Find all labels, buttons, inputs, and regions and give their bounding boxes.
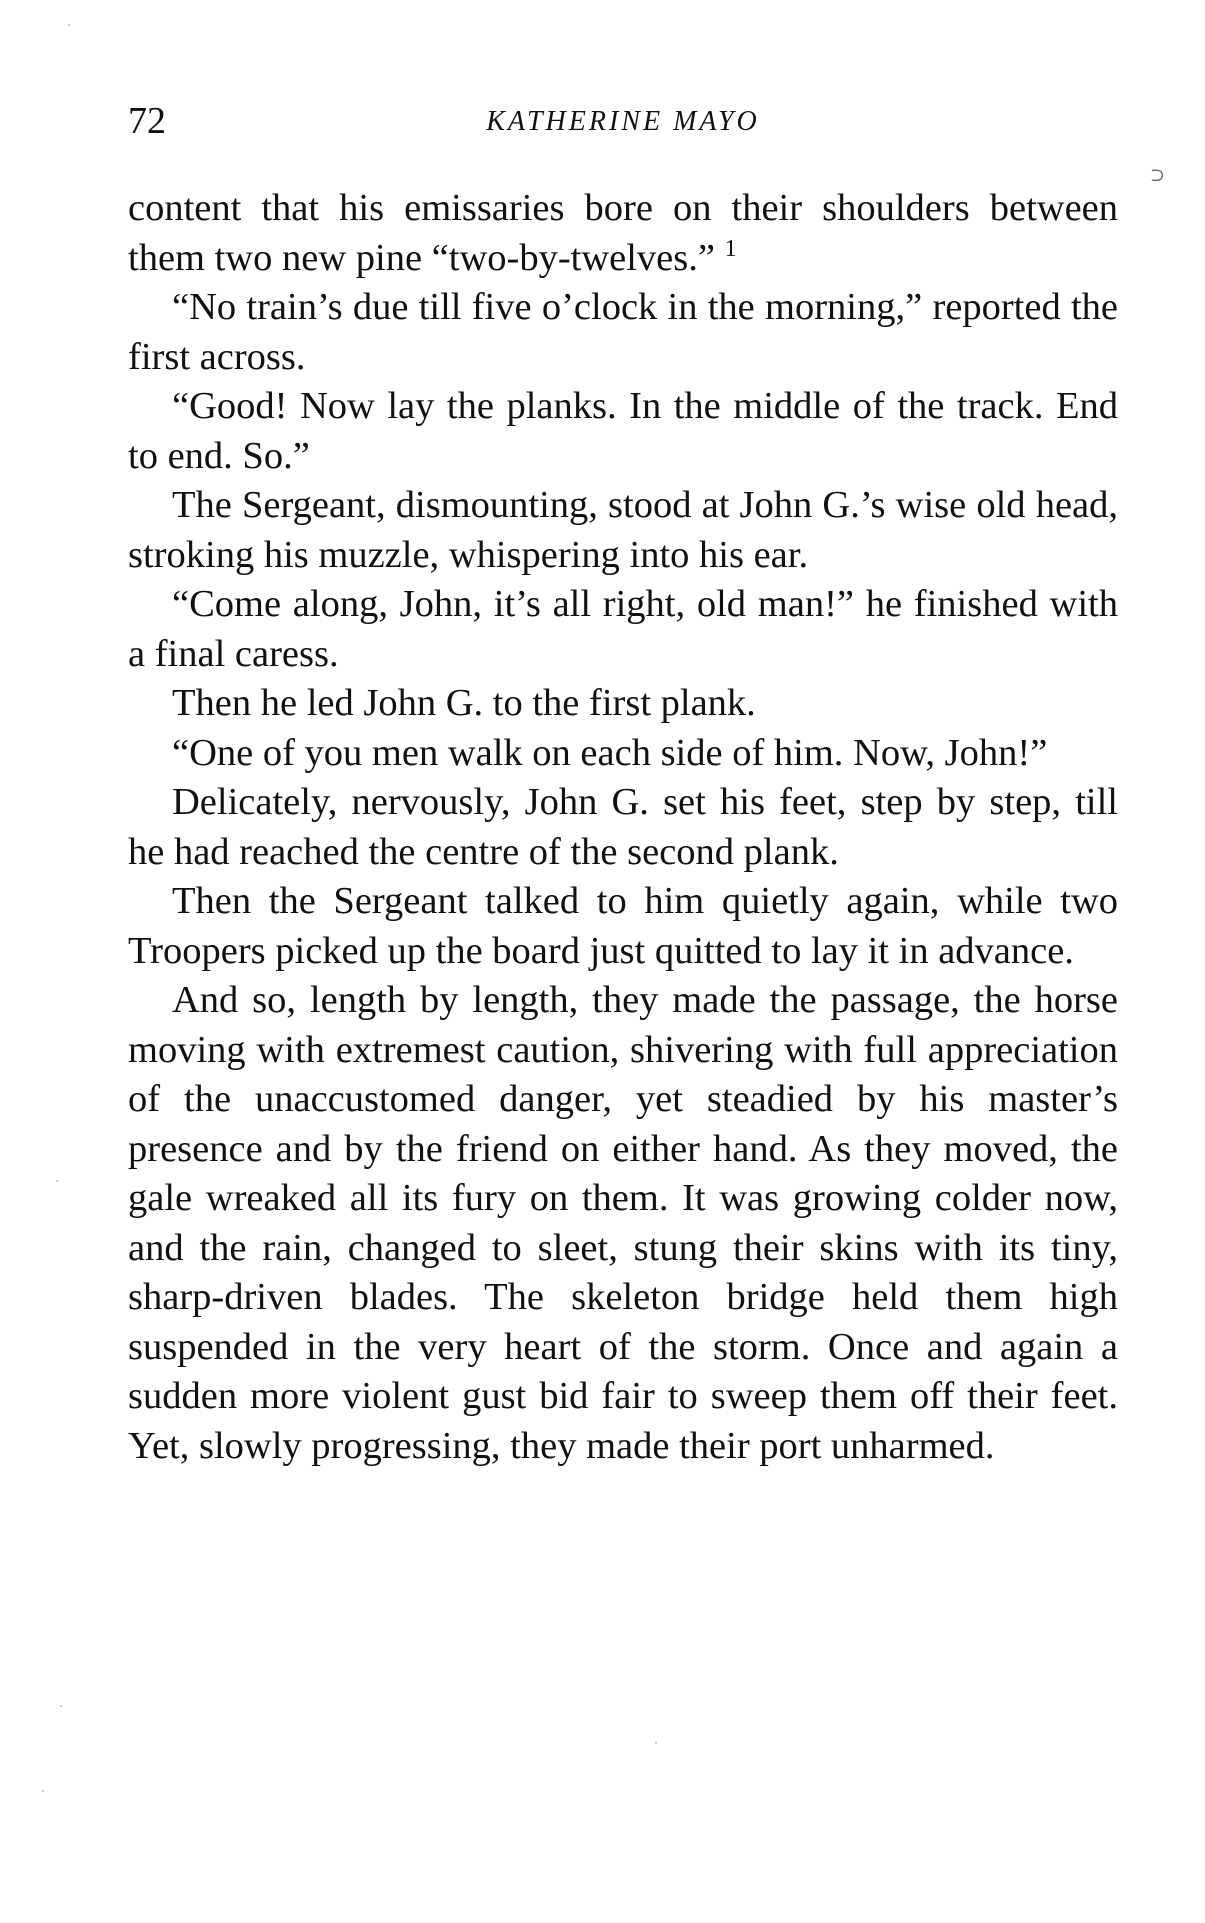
paragraph-10: And so, length by length, they made the passage, the horse moving with extremest caution, shivering with full appreciation of the unaccustomed danger, yet steadied by his master’s presence and by the friend on either hand. As they moved, the gale wreaked all its fury on them. It was growing colder now, and the rain, changed to sleet, stung their skins with its tiny, sharp-driven blades. The skeleton bridge held them high suspended in the very heart of the storm. Once and again a sudden more violent gust bid fair to sweep them off their feet. Yet, slowly progressing, they made their port unharmed.	[128, 979, 1118, 1467]
paper-speck	[42, 1790, 44, 1792]
paragraph-3: “Good! Now lay the planks. In the middle of the track. End to end. So.”	[128, 385, 1118, 477]
page-header	[128, 96, 1118, 146]
page-number: 72	[128, 100, 166, 142]
body-text	[128, 184, 1118, 1471]
paragraph-9: Then the Sergeant talked to him quietly again, while two Troopers picked up the board just quitted to lay it in advance.	[128, 880, 1118, 972]
paper-speck	[60, 1705, 62, 1707]
paper-speck	[56, 1180, 58, 1182]
paragraph-1-text: content that his emissaries bore on their shoulders between them two new pine “two-by-twelves.”	[128, 187, 1118, 279]
paragraph-6: Then he led John G. to the first plank.	[172, 682, 756, 724]
paper-speck	[655, 1742, 657, 1744]
running-head: KATHERINE MAYO	[486, 106, 760, 137]
paragraph-1	[128, 184, 1118, 283]
paragraph-8: Delicately, nervously, John G. set his feet, step by step, till he had reached the centre of the second plank.	[128, 781, 1118, 873]
paragraph-7: “One of you men walk on each side of him. Now, John!”	[172, 731, 1048, 774]
footnote-reference: 1	[724, 235, 737, 262]
paragraph-4: The Sergeant, dismounting, stood at John G.’s wise old head, stroking his muzzle, whispering into his ear.	[128, 484, 1118, 576]
paragraph-2: “No train’s due till five o’clock in the morning,” reported the first across.	[128, 286, 1118, 378]
paragraph-5: “Come along, John, it’s all right, old man!” he finished with a final caress.	[128, 583, 1118, 675]
margin-mark: ⊃	[1150, 165, 1166, 186]
paper-speck	[68, 24, 70, 26]
